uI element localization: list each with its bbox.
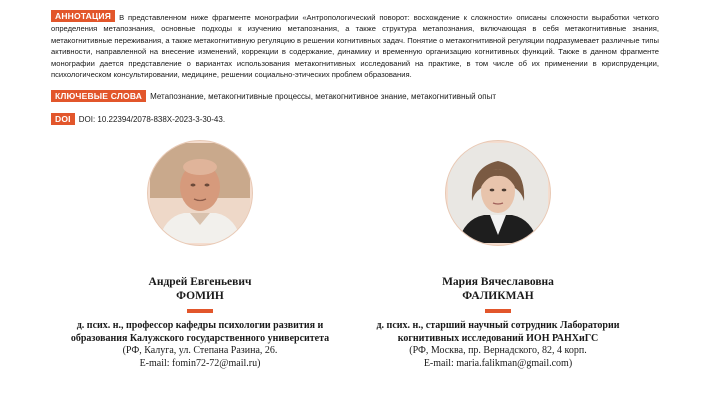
author-affiliation: д. псих. н., старший научный сотрудник Лаборатории когнитивных исследований ИОН РАНХиГС: [376, 320, 620, 344]
keywords-section: [51, 90, 659, 104]
keywords-text: Метапознание, метакогнитивные процессы, метакогнитивное знание, метакогнитивный опыт: [150, 92, 496, 101]
author-affiliation: д. псих. н., профессор кафедры психологии развития и образования Калужского государственного университета: [70, 320, 330, 344]
doi-label: DOI: [51, 113, 75, 125]
divider: [187, 309, 213, 313]
author-address: (РФ, Калуга, ул. Степана Разина, 26.: [122, 345, 278, 356]
author-name: Мария Вячеславовна: [442, 276, 554, 288]
keywords-label: КЛЮЧЕВЫЕ СЛОВА: [51, 90, 146, 102]
abstract-text: В представленном ниже фрагменте монографии «Антропологический поворот: восхождение к сложности» описаны сложности выработки четкого определения метапознания, основные подходы к изучению метапознания, а также структура метапознания, включающая в себя метакогнитивные знания, метакогнитивные переживания, а также метакогнитивную регуляцию в решении когнитивных задач. Понятие о метакогнитивной регуляции подразумевает различные типы активности, направленной на внесение изменений, коррекции в содержание, динамику и временную организацию когнитивных функций. Также в данном фрагменте монографии дается представление о вариантах использования метакогнитивных исследований на практике, в том числе об их применении в юриспруденции, психологическом консультировании, медицине, решении социально-этических проблем образования.: [51, 13, 659, 80]
author-name: Андрей Евгеньевич: [148, 276, 252, 288]
author-photo: [147, 140, 253, 246]
divider: [485, 309, 511, 313]
author-surname: ФОМИН: [176, 290, 224, 302]
author-address: (РФ, Москва, пр. Вернадского, 82, 4 корп.: [409, 345, 587, 356]
doi-section: [51, 113, 659, 127]
author-card-fomin: [70, 140, 330, 370]
doi-text[interactable]: DOI: 10.22394/2078-838X-2023-3-30-43.: [78, 115, 226, 124]
author-email[interactable]: E-mail: fomin72-72@mail.ru): [139, 357, 261, 369]
author-surname: ФАЛИКМАН: [462, 290, 534, 302]
author-photo: [445, 140, 551, 246]
author-email[interactable]: E-mail: maria.falikman@gmail.com): [423, 357, 573, 369]
abstract-label: АННОТАЦИЯ: [51, 10, 115, 22]
author-card-falikman: [368, 140, 628, 370]
abstract-section: [51, 10, 659, 80]
